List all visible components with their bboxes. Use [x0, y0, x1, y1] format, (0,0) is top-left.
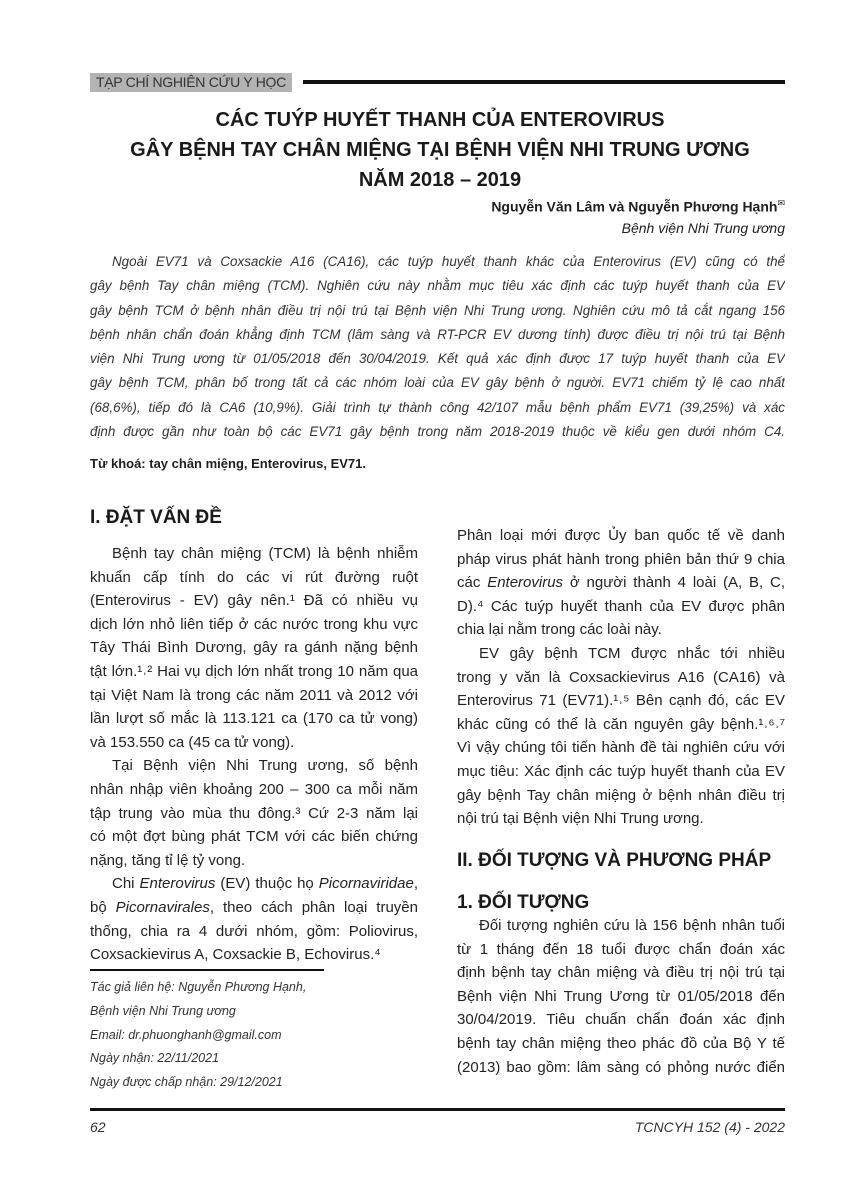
text-line: khác cũng có thể là căn nguyên gây bệnh.¹˒⁶˒⁷	[457, 715, 785, 733]
text-line: lần lượt số mắc là 113.121 ca (170 ca tử vong)	[90, 710, 418, 728]
paragraph	[90, 872, 418, 966]
affiliation: Bệnh viện Nhi Trung ương	[621, 220, 785, 236]
left-column	[90, 542, 418, 967]
accepted-date: Ngày được chấp nhận: 29/12/2021	[90, 1075, 283, 1090]
article-title-line-2: GÂY BỆNH TAY CHÂN MIỆNG TẠI BỆNH VIỆN NHI TRUNG ƯƠNG	[130, 139, 750, 161]
text-line: D).⁴ Các tuýp huyết thanh của EV được phân	[457, 597, 785, 615]
italic-term: Picornaviridae	[318, 875, 414, 893]
text-line: dịch lớn nhỏ liên tiếp ở các nước trong khu vực	[90, 615, 418, 633]
text-line: viện Nhi Trung ương từ 01/05/2018 đến 30/04/2019. Kết quả xác định được 17 tuýp huyết thanh của EV	[90, 351, 785, 367]
paragraph	[90, 754, 418, 872]
text-line: tại Việt Nam là trong các năm 2011 và 2012 với	[90, 686, 418, 704]
footer-rule	[90, 1108, 785, 1111]
subsection-heading-subjects: 1. ĐỐI TƯỢNG	[457, 892, 590, 913]
text-line: định được gần như toàn bộ các EV71 gây bệnh trong năm 2018-2019 thuộc về kiểu gen dưới nhóm C4.	[90, 424, 785, 440]
text-line: khuẩn cấp tính do các vi rút đường ruột	[90, 568, 418, 586]
author-affiliation: Bệnh viện Nhi Trung ương	[90, 1003, 236, 1018]
text-line: nhân nhập viên khoảng 200 – 300 ca mỗi năm	[90, 780, 418, 798]
text-segment: ở người thành 4 loài (A, B, C,	[563, 574, 785, 592]
text-line: trong y văn là Coxsackievirus A16 (CA16) và	[457, 668, 785, 686]
authors	[491, 193, 785, 217]
text-line: gây bệnh Tay chân miệng ở bệnh nhân điều trị	[457, 786, 785, 804]
text-line	[457, 571, 785, 595]
text-line: Coxsackievirus A, Coxsackie B, Echovirus.⁴	[90, 946, 381, 964]
abstract	[90, 250, 785, 444]
text-line: gây bệnh TCM ở bệnh nhân điều trị nội trú tại Bệnh viện Nhi Trung ương. Nghiên cứu mô tả cắt ngang 156	[90, 302, 785, 318]
author-names: Nguyễn Văn Lâm và Nguyễn Phương Hạnh	[491, 198, 778, 215]
correspondence-footnote	[90, 976, 306, 1095]
text-line: chia lại nằm trong các loài này.	[457, 621, 662, 639]
text-line: thống, chia ra 4 dưới nhóm, gồm: Poliovirus,	[90, 922, 418, 940]
text-line: nội trú tại Bệnh viện Nhi Trung ương.	[457, 810, 704, 828]
italic-term: Enterovirus	[139, 875, 216, 893]
section-heading-methods: II. ĐỐI TƯỢNG VÀ PHƯƠNG PHÁP	[457, 850, 772, 871]
italic-term: Enterovirus	[487, 574, 564, 592]
envelope-icon: ✉	[777, 198, 785, 208]
italic-term: Picornavirales	[115, 898, 210, 916]
text-line: từ 1 tháng đến 18 tuổi được chẩn đoán xác	[457, 940, 785, 958]
section-heading-intro: I. ĐẶT VẤN ĐỀ	[90, 507, 222, 528]
text-segment: các	[457, 574, 488, 592]
keywords: Từ khoá: tay chân miệng, Enterovirus, EV71.	[90, 456, 366, 471]
header-rule	[303, 80, 785, 84]
text-line: Tại Bệnh viện Nhi Trung ương, số bệnh	[112, 757, 418, 775]
text-line: bệnh tay chân miệng theo phác đồ của Bộ Y tế	[457, 1034, 785, 1052]
journal-reference: TCNCYH 152 (4) - 2022	[634, 1119, 785, 1135]
journal-header-label: TẠP CHÍ NGHIÊN CỨU Y HỌC	[90, 73, 292, 92]
paragraph	[457, 524, 785, 642]
text-line: Enterovirus 71 (EV71).¹˒⁵ Bên cạnh đó, các EV	[457, 692, 785, 710]
corresponding-author: Tác giả liên hệ: Nguyễn Phương Hạnh,	[90, 980, 307, 994]
right-column-subjects	[457, 914, 785, 1079]
text-line: bệnh nhân chẩn đoán khẳng định TCM (lâm sàng và RT-PCR EV dương tính) được điều trị nội trú tại Bệnh	[90, 326, 785, 342]
text-line: Đối tượng nghiên cứu là 156 bệnh nhân tuổi	[479, 917, 785, 934]
text-segment: bộ	[90, 898, 116, 916]
text-line: có một đợt bùng phát TCM với các biến chứng	[90, 828, 418, 846]
paragraph	[90, 542, 418, 754]
text-line: tập trung vào mùa thu đông.³ Cứ 2-3 năm lại	[90, 804, 418, 822]
article-title-line-3: NĂM 2018 – 2019	[358, 169, 522, 191]
text-line	[90, 896, 418, 920]
received-date: Ngày nhận: 22/11/2021	[90, 1051, 220, 1066]
text-line: nặng, tăng tỉ lệ tỷ vong.	[90, 851, 246, 869]
text-line: pháp virus phát hành trong phiên bản thứ 9 chia	[457, 550, 785, 568]
article-title-line-1: CÁC TUÝP HUYẾT THANH CỦA ENTEROVIRUS	[215, 109, 665, 131]
text-line: tật lớn.¹˒² Hai vụ dịch lớn nhất trong 10 năm qua	[90, 662, 418, 680]
text-line: (2013) bao gồm: lâm sàng có phỏng nước điển	[457, 1058, 785, 1076]
text-segment: ,	[413, 875, 418, 893]
text-line: (68,6%), tiếp đó là CA6 (10,9%). Giải trình tự thành công 42/107 mẫu bệnh phẩm EV71 (39,25%) và xác	[90, 399, 785, 415]
text-line	[90, 872, 418, 896]
text-line: Ngoài EV71 và Coxsackie A16 (CA16), các tuýp huyết thanh khác của Enterovirus (EV) cũng có thể	[112, 254, 785, 269]
text-line: gây bệnh TCM, phân bố trong tất cả các nhóm loài của EV gây bệnh ở người. EV71 chiếm tỷ lệ cao nhất	[90, 375, 785, 391]
page-number: 62	[90, 1119, 106, 1135]
paragraph	[457, 642, 785, 831]
author-email[interactable]: Email: dr.phuonghanh@gmail.com	[90, 1027, 282, 1042]
text-line: mục tiêu: Xác định các tuýp huyết thanh của EV	[457, 762, 785, 780]
text-line: và 153.550 ca (45 ca tử vong).	[90, 733, 295, 751]
text-line: (Enterovirus - EV) gây nên.¹ Đã có nhiều vụ	[90, 592, 418, 610]
footnote-rule	[90, 969, 324, 971]
text-line: Vì vậy chúng tôi tiến hành đề tài nghiên cứu với	[457, 739, 785, 757]
text-line: 30/04/2019. Tiêu chuẩn chẩn đoán xác định	[457, 1011, 785, 1029]
text-line: Phân loại mới được Ủy ban quốc tế về danh	[457, 527, 785, 544]
text-line: Tây Thái Bình Dương, gây ra gánh nặng bệnh	[90, 639, 418, 657]
text-line: Bệnh viện Nhi Trung Ương từ 01/05/2018 đến	[457, 987, 785, 1005]
text-segment: (EV) thuộc họ	[215, 875, 319, 893]
right-column	[457, 524, 785, 831]
text-line: định bệnh tay chân miệng và điều trị nội trú tại	[457, 964, 785, 982]
text-segment: Chi	[112, 875, 140, 893]
text-segment: , theo cách phân loại truyền	[209, 898, 418, 916]
paragraph	[457, 914, 785, 1079]
text-line: gây bệnh Tay chân miệng (TCM). Nghiên cứu này nhằm mục tiêu xác định các tuýp huyết thanh của EV	[90, 278, 785, 294]
text-line: Bệnh tay chân miệng (TCM) là bệnh nhiễm	[112, 545, 418, 562]
text-line: EV gây bệnh TCM được nhắc tới nhiều	[479, 644, 785, 662]
